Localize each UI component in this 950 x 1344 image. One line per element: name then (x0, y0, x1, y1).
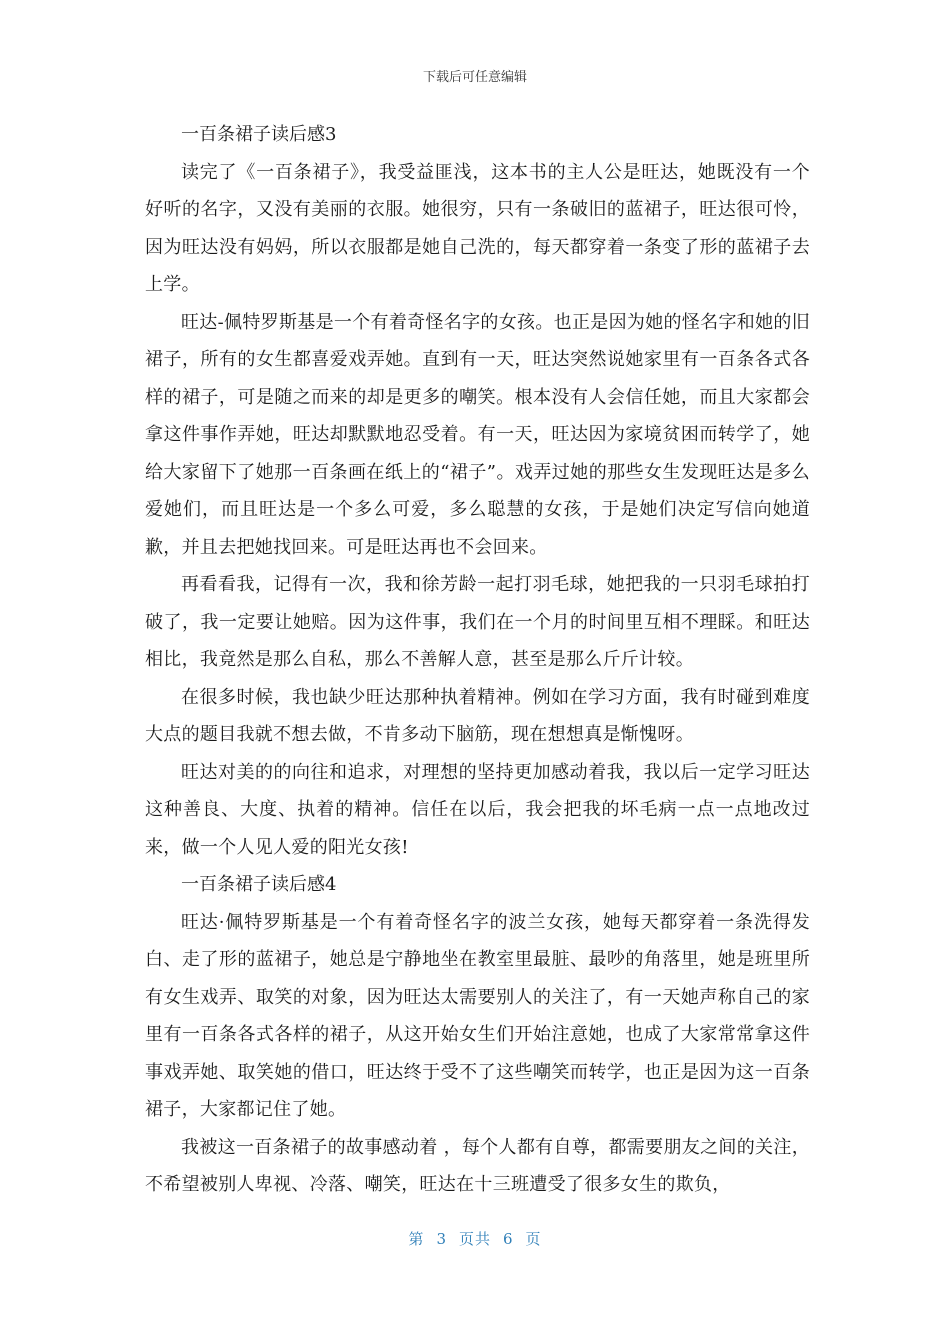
header-note: 下载后可任意编辑 (422, 70, 527, 85)
page-number-footer (0, 1228, 950, 1249)
paragraph: 在很多时候，我也缺少旺达那种执着精神。例如在学习方面，我有时碰到难度大点的题目我就不想去做，不肯多动下脑筋，现在想想真是惭愧呀。 (145, 686, 810, 745)
document-body (145, 116, 810, 1204)
section-title: 一百条裙子读后感4 (181, 874, 337, 895)
footer-total-pages: 6 (503, 1230, 514, 1248)
footer-suffix: 页 (525, 1230, 542, 1248)
paragraph: 旺达-佩特罗斯基是一个有着奇怪名字的女孩。也正是因为她的怪名字和她的旧裙子，所有的女生都喜爱戏弄她。直到有一天，旺达突然说她家里有一百条各式各样的裙子，可是随之而来的却是更多的嘲笑。根本没有人会信任她，而且大家都会拿这件事作弄她，旺达却默默地忍受着。有一天，旺达因为家境贫困而转学了，她给大家留下了她那一百条画在纸上的“裙子”。戏弄过她的那些女生发现旺达是多么爱她们，而且旺达是一个多么可爱，多么聪慧的女孩，于是她们决定写信向她道歉，并且去把她找回来。可是旺达再也不会回来。 (145, 311, 810, 558)
paragraph: 旺达对美的的向往和追求，对理想的坚持更加感动着我，我以后一定学习旺达这种善良、大度、执着的精神。信任在以后，我会把我的坏毛病一点一点地改过来，做一个人见人爱的阳光女孩! (145, 761, 810, 858)
paragraph: 读完了《一百条裙子》，我受益匪浅，这本书的主人公是旺达，她既没有一个好听的名字，又没有美丽的衣服。她很穷，只有一条破旧的蓝裙子，旺达很可怜，因为旺达没有妈妈，所以衣服都是她自己洗的，每天都穿着一条变了形的蓝裙子去上学。 (145, 161, 810, 295)
paragraph: 我被这一百条裙子的故事感动着 ，每个人都有自尊，都需要朋友之间的关注，不希望被别人卑视、冷落、嘲笑，旺达在十三班遭受了很多女生的欺负， (145, 1136, 810, 1195)
footer-prefix: 第 (408, 1230, 425, 1248)
section-title: 一百条裙子读后感3 (181, 124, 337, 145)
paragraph: 再看看我，记得有一次，我和徐芳龄一起打羽毛球，她把我的一只羽毛球拍打破了，我一定要让她赔。因为这件事，我们在一个月的时间里互相不理睬。和旺达相比，我竟然是那么自私，那么不善解人意，甚至是那么斤斤计较。 (145, 574, 810, 670)
footer-current-page: 3 (436, 1230, 447, 1248)
paragraph: 旺达·佩特罗斯基是一个有着奇怪名字的波兰女孩，她每天都穿着一条洗得发白、走了形的蓝裙子，她总是宁静地坐在教室里最脏、最吵的角落里，她是班里所有女生戏弄、取笑的对象，因为旺达太需要别人的关注了，有一天她声称自己的家里有一百条各式各样的裙子，从这开始女生们开始注意她，也成了大家常常拿这件事戏弄她、取笑她的借口，旺达终于受不了这些嘲笑而转学，也正是因为这一百条裙子，大家都记住了她。 (145, 911, 810, 1120)
footer-middle: 页共 (458, 1230, 491, 1248)
